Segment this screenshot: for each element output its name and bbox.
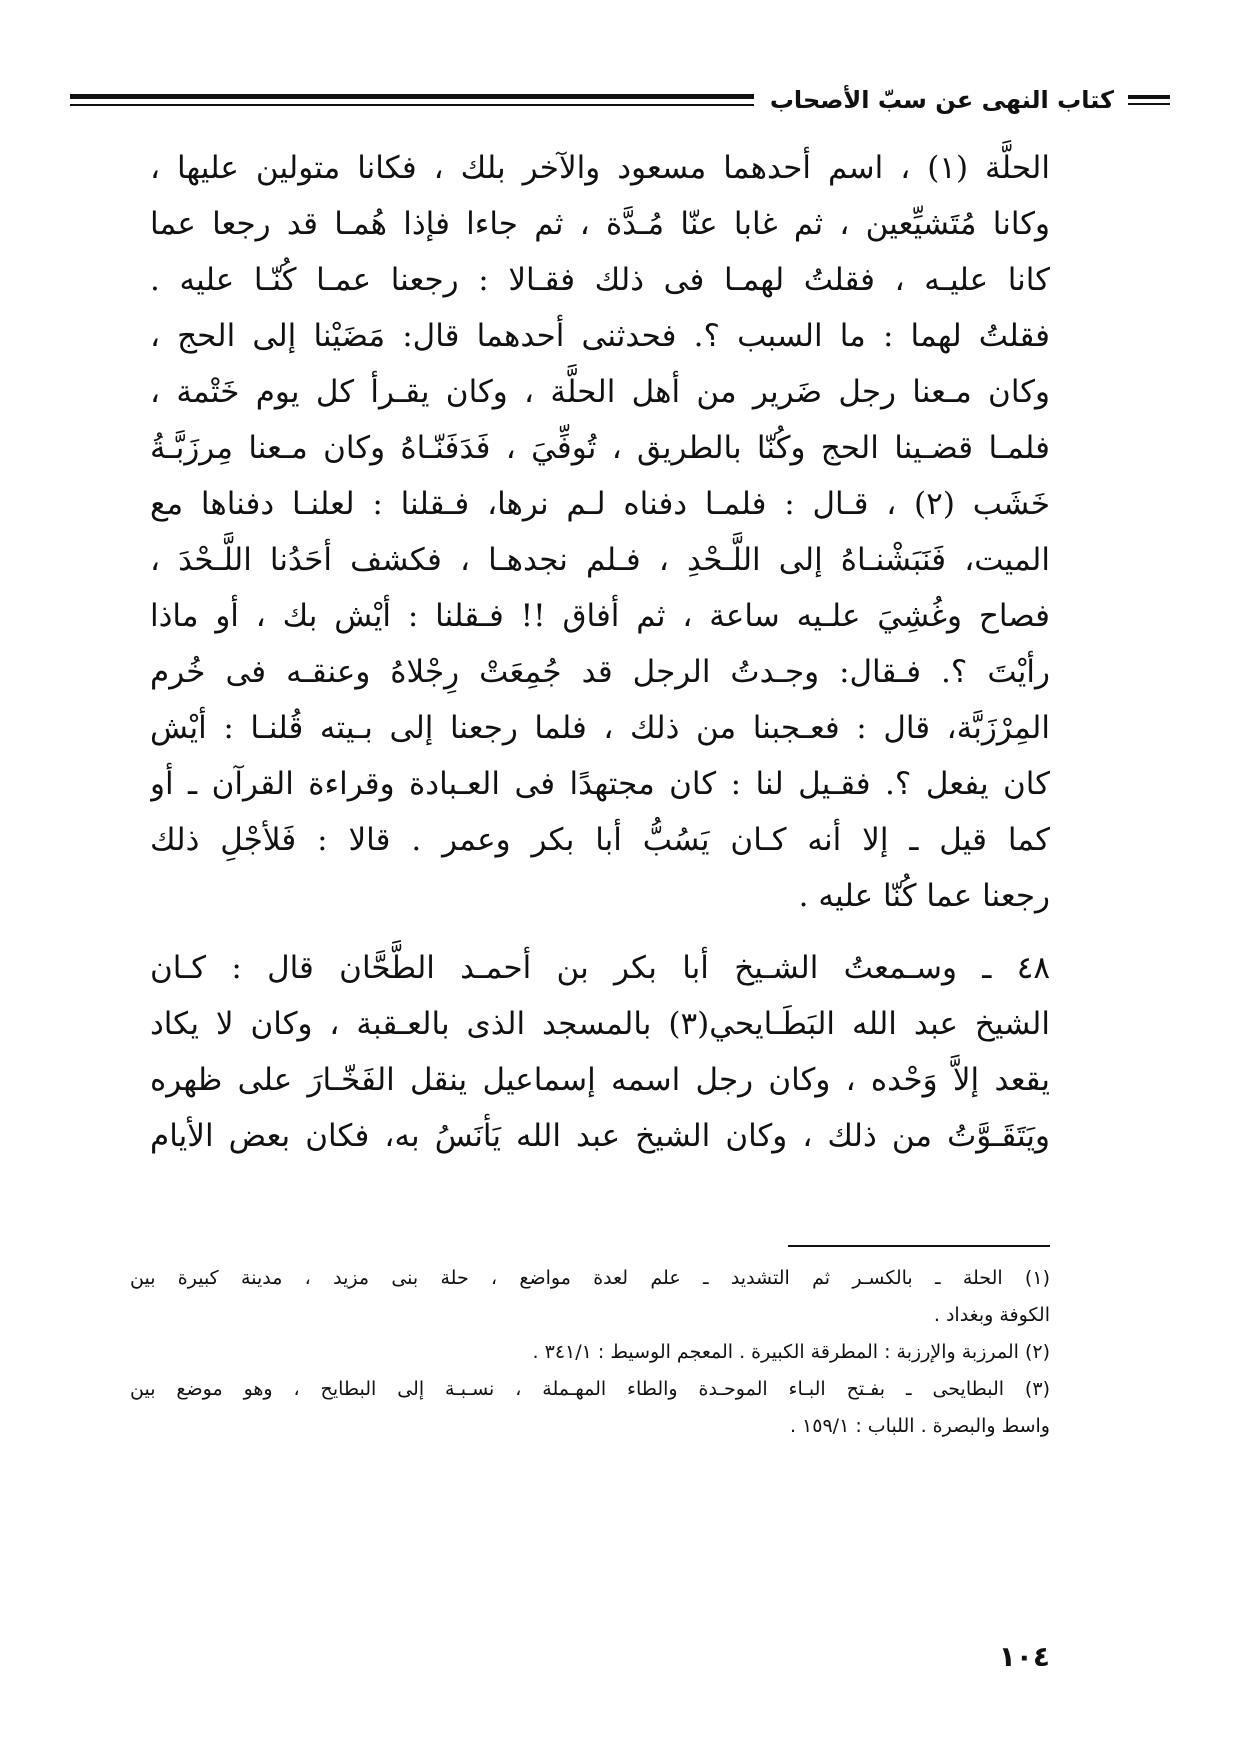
body-text: [150, 140, 1050, 1164]
page-number: ١٠٤: [998, 1640, 1050, 1673]
text-line: الشيخ عبد الله البَطَـايحي(٣) بالمسجد الذى بالعـقبة ، وكان لا يكاد: [150, 1006, 1050, 1042]
header-rule-short: [1128, 95, 1170, 105]
footnote-line: (٣) البطايحى ـ بفـتح البـاء الموحـدة والطاء المهـملة ، نسـبـة إلى البطايح ، وهو موضع بين: [130, 1378, 1050, 1400]
text-line: خَشَب (٢) ، قـال : فلمـا دفناه لـم نرها، فـقلنا : لعلنـا دفناها مع: [150, 486, 1050, 522]
text-line: رجعنا عما كُنّا عليه .: [798, 878, 1050, 914]
running-title: كتاب النهى عن سبّ الأصحاب: [769, 86, 1114, 114]
text-line: يقعد إلاَّ وَحْده ، وكان رجل اسمه إسماعيل ينقل الفَخّـارَ على ظهره: [150, 1062, 1050, 1098]
text-line: كان يفعل ؟. فقـيل لنا : كان مجتهدًا فى العـبادة وقراءة القرآن ـ أو: [150, 766, 1050, 802]
text-line: ٤٨ ـ وسـمعتُ الشـيخ أبا بكر بن أحمـد الطَّحَّان قال : كـان: [150, 950, 1050, 986]
text-line: المِرْزَبَّة، قال : فعـجبنا من ذلك ، فلما رجعنا إلى بـيته قُلنـا : أيْش: [150, 710, 1050, 746]
text-line: الحلَّة (١) ، اسم أحدهما مسعود والآخر بلك ، فكانا متولين عليها ،: [150, 150, 1050, 186]
footnote-line: (٢) المرزبة والإرزبة : المطرقة الكبيرة . المعجم الوسيط : ٣٤١/١ .: [532, 1341, 1050, 1363]
text-line: كما قيل ـ إلا أنه كـان يَسُبُّ أبا بكر وعمر . قالا : فَلأجْلِ ذلك: [150, 822, 1050, 858]
footnotes: [130, 1260, 1050, 1445]
footnote-line: واسط والبصرة . اللباب : ١٥٩/١ .: [789, 1415, 1050, 1437]
text-line: فصاح وغُشِيَ علـيه ساعة ، ثم أفاق !! فـقلنا : أيْش بك ، أو ماذا: [150, 598, 1050, 634]
footnote-line: (١) الحلة ـ بالكسـر ثم التشديد ـ علم لعدة مواضع ، حلة بنى مزيد ، مدينة كبيرة بين: [130, 1267, 1050, 1289]
text-line: فقلتُ لهما : ما السبب ؟. فحدثنى أحدهما قال: مَضَيْنا إلى الحج ،: [150, 318, 1050, 354]
text-line: الميت، فَنَبَشْنـاهُ إلى اللَّـحْدِ ، فـلم نجدهـا ، فكشف أحَدُنا اللَّـحْدَ ،: [150, 542, 1050, 578]
text-line: رأيْتَ ؟. فـقال: وجـدتُ الرجل قد جُمِعَتْ رِجْلاهُ وعنقـه فى خُرم: [150, 654, 1050, 690]
running-header: [70, 80, 1170, 120]
paragraph-gap: [150, 924, 1050, 940]
text-line: وكان مـعنا رجل ضَرير من أهل الحلَّة ، وكان يقـرأ كل يوم خَتْمة ،: [150, 374, 1050, 410]
footnote-line: الكوفة وبغداد .: [933, 1304, 1050, 1326]
header-rule-long: [70, 94, 754, 106]
text-line: فلمـا قضـينا الحج وكُنّا بالطريق ، تُوفِّيَ ، فَدَفَنّـاهُ وكان مـعنا مِرزَبَّـةُ: [150, 430, 1050, 466]
text-line: كانا عليـه ، فقلتُ لهمـا فى ذلك فقـالا : رجعنا عمـا كُنّـا عليه .: [150, 262, 1050, 298]
text-line: ويَتَقَـوَّتُ من ذلك ، وكان الشيخ عبد الله يَأنَسُ به، فكان بعض الأيام: [150, 1118, 1050, 1154]
footnote-separator: [788, 1245, 1050, 1247]
text-line: وكانا مُتَشيِّعين ، ثم غابا عنّا مُـدَّة ، ثم جاءا فإذا هُمـا قد رجعا عما: [150, 206, 1050, 242]
